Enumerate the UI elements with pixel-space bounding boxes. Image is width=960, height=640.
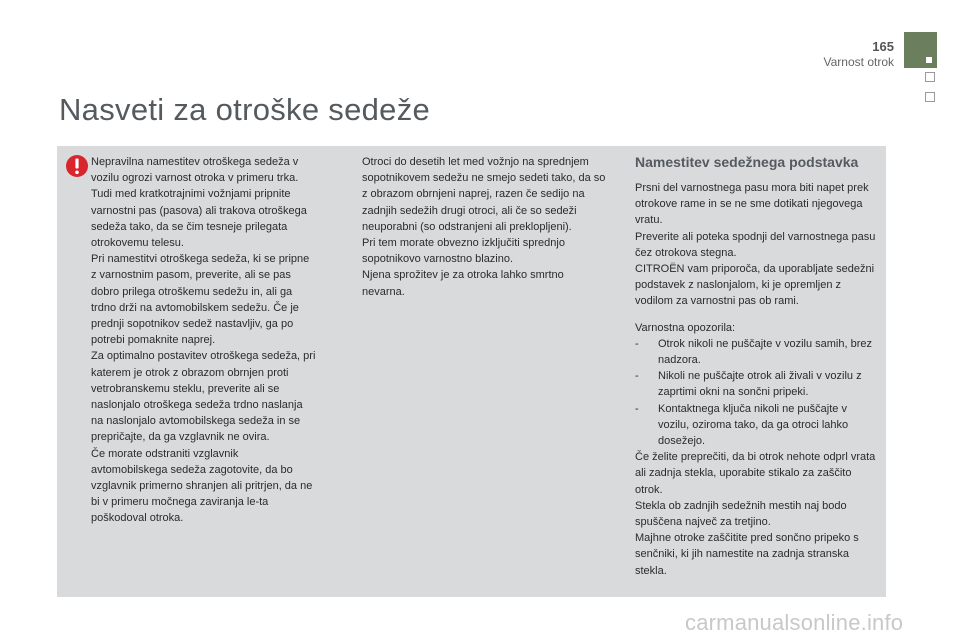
page-number: 165 — [872, 39, 894, 54]
bullet-dash: - — [635, 337, 639, 350]
chapter-tab-active[interactable] — [904, 32, 937, 68]
section-name: Varnost otrok — [823, 55, 894, 69]
chapter-tab[interactable] — [925, 72, 935, 82]
paragraph: Za optimalno postavitev otroškega sedeža, pri katerem je otrok z obrazom obrnjen proti vetrobranskemu steklu, preverite ali se naslonjalo otroškega sedeža trdno naslanja na naslonjalo avtomobilskega sedeža in se prepričajte, da ga vzglavnik ne ovira. — [91, 350, 316, 444]
list-item — [635, 336, 879, 368]
paragraph: Tudi med kratkotrajnimi vožnjami pripnite varnostni pas (pasova) ali trakova otroškega sedeža tako, da se čim tesneje prilegata otrokovemu telesu. — [91, 188, 307, 250]
column-booster-seat — [635, 154, 879, 579]
paragraph: Pri tem morate obvezno izključiti sprednjo sopotnikovo varnostno blazino. — [362, 237, 565, 266]
chapter-tab[interactable] — [925, 92, 935, 102]
section-heading: Namestitev sedežnega podstavka — [635, 154, 859, 170]
bullet-dash: - — [635, 370, 639, 383]
list-item — [635, 401, 879, 450]
list-item-text: Kontaktnega ključa nikoli ne puščajte v vozilu, oziroma tako, da ga otroci lahko dosežejo. — [658, 402, 849, 448]
paragraph: Stekla ob zadnjih sedežnih mestih naj bodo spuščena največ za tretjino. — [635, 499, 847, 529]
paragraph: Preverite ali poteka spodnji del varnostnega pasu čez otrokova stegna. — [635, 230, 876, 259]
paragraph: Otroci do desetih let med vožnjo na sprednjem sopotnikovem sedežu ne smejo sedeti tako, da so z obrazom obrnjeni naprej, razen če sedijo na zadnjih sedežih drugi otroci, ali če so sedeži neuporabni (so odstranjeni ali preklopljeni). — [362, 156, 606, 233]
paragraph: Če morate odstraniti vzglavnik avtomobilskega sedeža zagotovite, da bo vzglavnik primerno shranjen ali pritrjen, da ne bi v primeru močnega zaviranja le-ta poškodoval otroka. — [91, 447, 313, 525]
column-child-seat-advice — [91, 154, 317, 527]
content-panel — [57, 146, 886, 597]
warnings-intro: Varnostna opozorila: — [635, 321, 736, 334]
list-item-text: Otrok nikoli ne puščajte v vozilu samih, brez nadzora. — [658, 337, 872, 367]
list-item — [635, 368, 879, 400]
list-item-text: Nikoli ne puščajte otrok ali živali v vozilu z zaprtimi okni na sončni pripeki. — [658, 370, 862, 399]
paragraph: Pri namestitvi otroškega sedeža, ki se pripne z varnostnim pasom, preverite, ali se pas dobro prilega otroškemu sedežu in, ali ga trdno drži na avtomobilskem sedežu. Če je prednji sopotnikov sedež nastavljiv, ga po potrebi pomaknite naprej. — [91, 253, 310, 347]
paragraph: Če želite preprečiti, da bi otrok nehote odprl vrata ali zadnja stekla, uporabite stikalo za zaščito otrok. — [635, 451, 876, 496]
paragraph: Majhne otroke zaščitite pred sončno pripeko s senčniki, ki jih namestite na zadnja stranska stekla. — [635, 532, 859, 577]
column-front-seat-rules — [362, 154, 608, 300]
bullet-dash: - — [635, 402, 639, 415]
paragraph: Njena sprožitev je za otroka lahko smrtno nevarna. — [362, 269, 564, 298]
watermark: carmanualsonline.info — [685, 610, 904, 635]
paragraph: CITROËN vam priporoča, da uporabljate sedežni podstavek z naslonjalom, ki je opremljen z vodilom za varnostni pas ob rami. — [635, 263, 875, 308]
tab-marker-icon — [926, 57, 932, 63]
paragraph: Nepravilna namestitev otroškega sedeža v vozilu ogrozi varnost otroka v primeru trka. — [91, 156, 299, 185]
page-title: Nasveti za otroške sedeže — [59, 92, 431, 127]
warning-icon — [65, 154, 89, 178]
paragraph: Prsni del varnostnega pasu mora biti napet prek otrokove rame in se ne sme dotikati njegovega vratu. — [635, 182, 869, 227]
